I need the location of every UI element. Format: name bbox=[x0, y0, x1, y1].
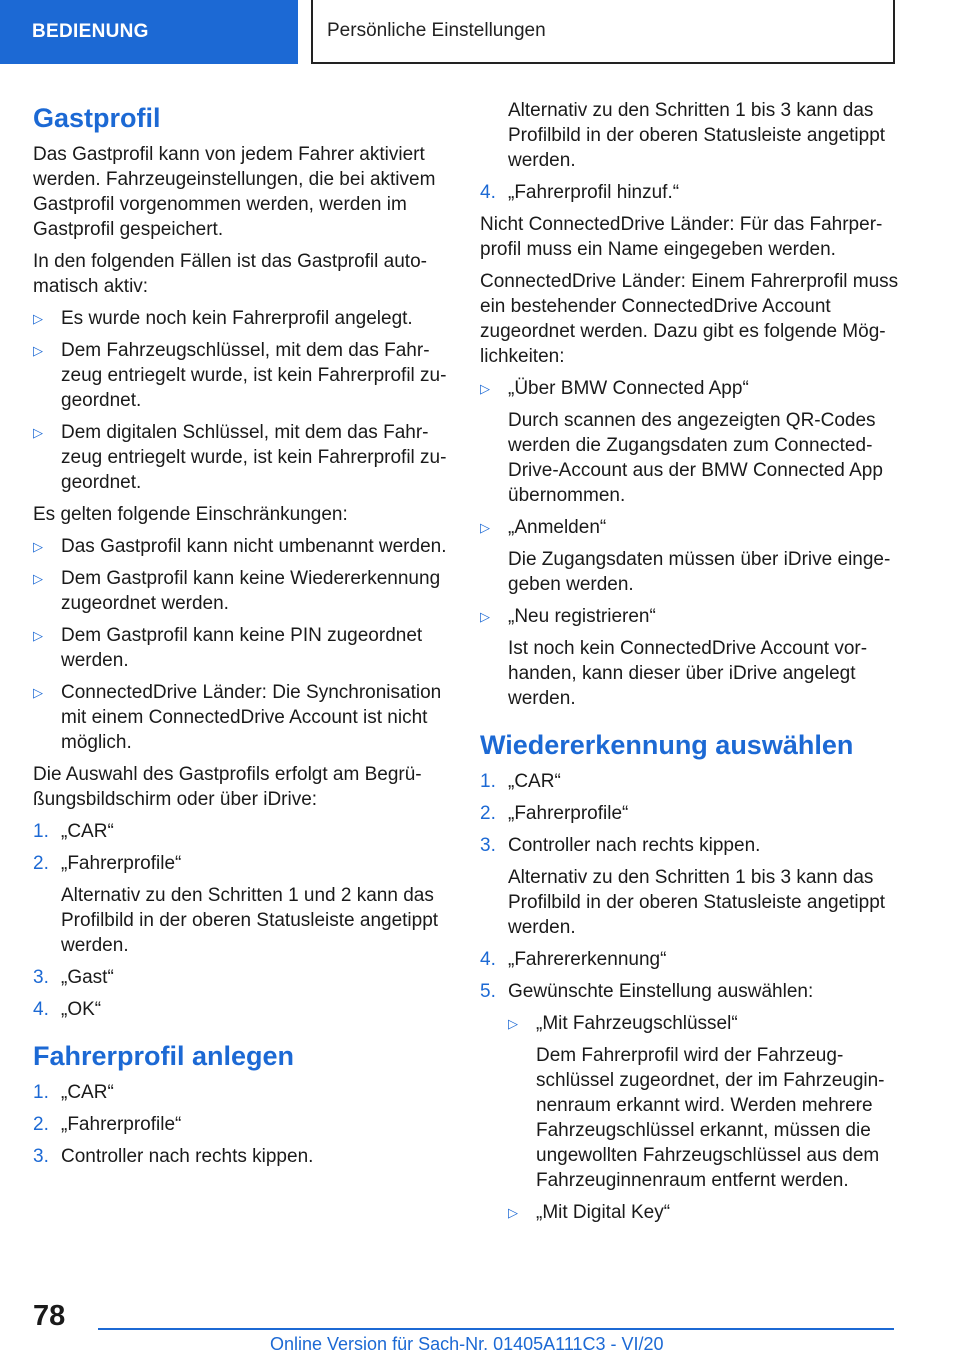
step-number: 1. bbox=[33, 1082, 49, 1103]
step-note: Alternativ zu den Schritten 1 bis 3 kann das Profilbild in der oberen Statusleiste angetippt werden. bbox=[508, 867, 886, 938]
list-item: 3. Controller nach rechts kippen. bbox=[33, 1146, 314, 1167]
numbered-list bbox=[33, 1080, 453, 1169]
list-item: 2. „Fahrerprofile“ bbox=[33, 1114, 182, 1135]
footer-text: Online Version für Sach-Nr. 01405A111C3 - VI/20 bbox=[270, 1334, 664, 1354]
left-column bbox=[33, 98, 453, 1176]
header-chapter-title: Persönliche Einstellungen bbox=[311, 0, 895, 64]
list-item: ▷ ConnectedDrive Länder: Die Synchronisation mit einem ConnectedDrive Account ist nicht möglich. bbox=[33, 682, 442, 753]
triangle-right-icon: ▷ bbox=[508, 1016, 518, 1031]
step-number: 2. bbox=[33, 853, 49, 874]
list-item: ▷ Dem Gastprofil kann keine PIN zugeordnet werden. bbox=[33, 625, 423, 671]
triangle-right-icon: ▷ bbox=[33, 571, 43, 586]
bullet-list bbox=[33, 534, 453, 755]
paragraph: Die Auswahl des Gastprofils erfolgt am Begrü‐ßungsbildschirm oder über iDrive: bbox=[33, 764, 422, 810]
list-item: ▷ Es wurde noch kein Fahrerprofil angelegt. bbox=[33, 308, 413, 329]
list-item: ▷ „Neu registrieren“ Ist noch kein ConnectedDrive Account vor‐handen, kann dieser über iDrive angelegt werden. bbox=[480, 606, 868, 709]
list-item: ▷ Das Gastprofil kann nicht umbenannt werden. bbox=[33, 536, 447, 557]
step-number: 2. bbox=[480, 803, 496, 824]
triangle-right-icon: ▷ bbox=[33, 425, 43, 440]
numbered-list bbox=[480, 180, 900, 205]
list-item: 1. „CAR“ bbox=[33, 821, 114, 842]
paragraph: Das Gastprofil kann von jedem Fahrer aktiviert werden. Fahrzeugeinstellungen, die bei aktivem Gastprofil vorgenommen werden, werden im Gastprofil gespeichert. bbox=[33, 144, 436, 240]
list-item: 5. Gewünschte Einstellung auswählen: ▷ „Mit Fahrzeugschlüssel“ Dem Fahrerprofil wird der Fahrzeug‐schlüssel zugeordnet, der im Fahrzeugin‐nenraum erkannt wird. Werden mehrere Fahrzeugschlüssel erkannt, müssen die ungewollten Fahrzeugschlüssel aus dem Fahrzeuginnenraum entfernt werden. ▷ „Mit Digital Key“ bbox=[480, 979, 900, 1232]
triangle-right-icon: ▷ bbox=[480, 609, 490, 624]
triangle-right-icon: ▷ bbox=[33, 685, 43, 700]
list-item: ▷ Dem Fahrzeugschlüssel, mit dem das Fahr‐zeug entriegelt wurde, ist kein Fahrerprofil zu‐geordnet. bbox=[33, 340, 447, 411]
list-item: 3. Controller nach rechts kippen. Alternativ zu den Schritten 1 bis 3 kann das Profilbild in der oberen Statusleiste angetippt werden. bbox=[480, 833, 900, 940]
step-note: Alternativ zu den Schritten 1 und 2 kann das Profilbild in der oberen Statusleiste angetippt werden. bbox=[61, 885, 439, 956]
list-item: ▷ „Anmelden“ Die Zugangsdaten müssen über iDrive einge‐geben werden. bbox=[480, 517, 891, 595]
step-number: 3. bbox=[480, 835, 496, 856]
list-item: 2. „Fahrerprofile“ bbox=[480, 803, 629, 824]
list-item: ▷ Dem Gastprofil kann keine Wiedererkennung zugeordnet werden. bbox=[33, 568, 441, 614]
triangle-right-icon: ▷ bbox=[33, 311, 43, 326]
triangle-right-icon: ▷ bbox=[480, 520, 490, 535]
numbered-list bbox=[480, 769, 900, 1232]
heading-wiedererkennung: Wiedererkennung auswählen bbox=[480, 730, 854, 760]
numbered-list bbox=[33, 819, 453, 1022]
triangle-right-icon: ▷ bbox=[33, 628, 43, 643]
step-number: 3. bbox=[33, 1146, 49, 1167]
sub-bullet-list bbox=[508, 1011, 900, 1225]
step-number: 4. bbox=[480, 182, 496, 203]
heading-fahrerprofil-anlegen: Fahrerprofil anlegen bbox=[33, 1041, 295, 1071]
step-number: 2. bbox=[33, 1114, 49, 1135]
list-item: ▷ „Mit Fahrzeugschlüssel“ Dem Fahrerprofil wird der Fahrzeug‐schlüssel zugeordnet, der im Fahrzeugin‐nenraum erkannt wird. Werden mehrere Fahrzeugschlüssel erkannt, müssen die ungewollten Fahrzeugschlüssel aus dem Fahrzeuginnenraum entfernt werden. bbox=[508, 1013, 885, 1191]
list-item: 3. „Gast“ bbox=[33, 967, 114, 988]
triangle-right-icon: ▷ bbox=[33, 539, 43, 554]
footer-divider bbox=[98, 1328, 894, 1330]
list-item: ▷ „Mit Digital Key“ bbox=[508, 1202, 671, 1223]
page-number: 78 bbox=[33, 1300, 66, 1332]
list-item: 1. „CAR“ bbox=[33, 1082, 114, 1103]
step-note: Alternativ zu den Schritten 1 bis 3 kann das Profilbild in der oberen Statusleiste angetippt werden. bbox=[508, 100, 886, 171]
right-column bbox=[480, 98, 900, 1239]
list-item: ▷ Dem digitalen Schlüssel, mit dem das Fahr‐zeug entriegelt wurde, ist kein Fahrerprofil zu‐geordnet. bbox=[33, 422, 447, 493]
list-item: 4. „OK“ bbox=[33, 999, 102, 1020]
paragraph: Es gelten folgende Einschränkungen: bbox=[33, 504, 348, 525]
step-number: 3. bbox=[33, 967, 49, 988]
triangle-right-icon: ▷ bbox=[508, 1205, 518, 1220]
paragraph: ConnectedDrive Länder: Einem Fahrerprofil muss ein bestehender ConnectedDrive Account zugeordnet werden. Dazu gibt es folgende Mög‐lichkeiten: bbox=[480, 271, 899, 367]
step-number: 1. bbox=[33, 821, 49, 842]
step-number: 4. bbox=[480, 949, 496, 970]
paragraph: Nicht ConnectedDrive Länder: Für das Fahrper‐profil muss ein Name eingegeben werden. bbox=[480, 214, 883, 260]
step-number: 1. bbox=[480, 771, 496, 792]
bullet-list bbox=[480, 376, 900, 711]
header-section-tab: BEDIENUNG bbox=[0, 0, 298, 64]
heading-gastprofil: Gastprofil bbox=[33, 103, 161, 133]
list-item: ▷ „Über BMW Connected App“ Durch scannen des angezeigten QR-Codes werden die Zugangsdaten zum Connected‐Drive-Account aus der BMW Connected App übernommen. bbox=[480, 378, 883, 506]
list-item: 4. „Fahrererkennung“ bbox=[480, 949, 667, 970]
step-number: 4. bbox=[33, 999, 49, 1020]
bullet-list bbox=[33, 306, 453, 495]
triangle-right-icon: ▷ bbox=[480, 381, 490, 396]
triangle-right-icon: ▷ bbox=[33, 343, 43, 358]
list-item: 1. „CAR“ bbox=[480, 771, 561, 792]
step-number: 5. bbox=[480, 981, 496, 1002]
paragraph: In den folgenden Fällen ist das Gastprofil auto‐matisch aktiv: bbox=[33, 251, 427, 297]
list-item: 4. „Fahrerprofil hinzuf.“ bbox=[480, 182, 680, 203]
list-item: 2. „Fahrerprofile“ Alternativ zu den Schritten 1 und 2 kann das Profilbild in der oberen Statusleiste angetippt werden. bbox=[33, 851, 453, 958]
